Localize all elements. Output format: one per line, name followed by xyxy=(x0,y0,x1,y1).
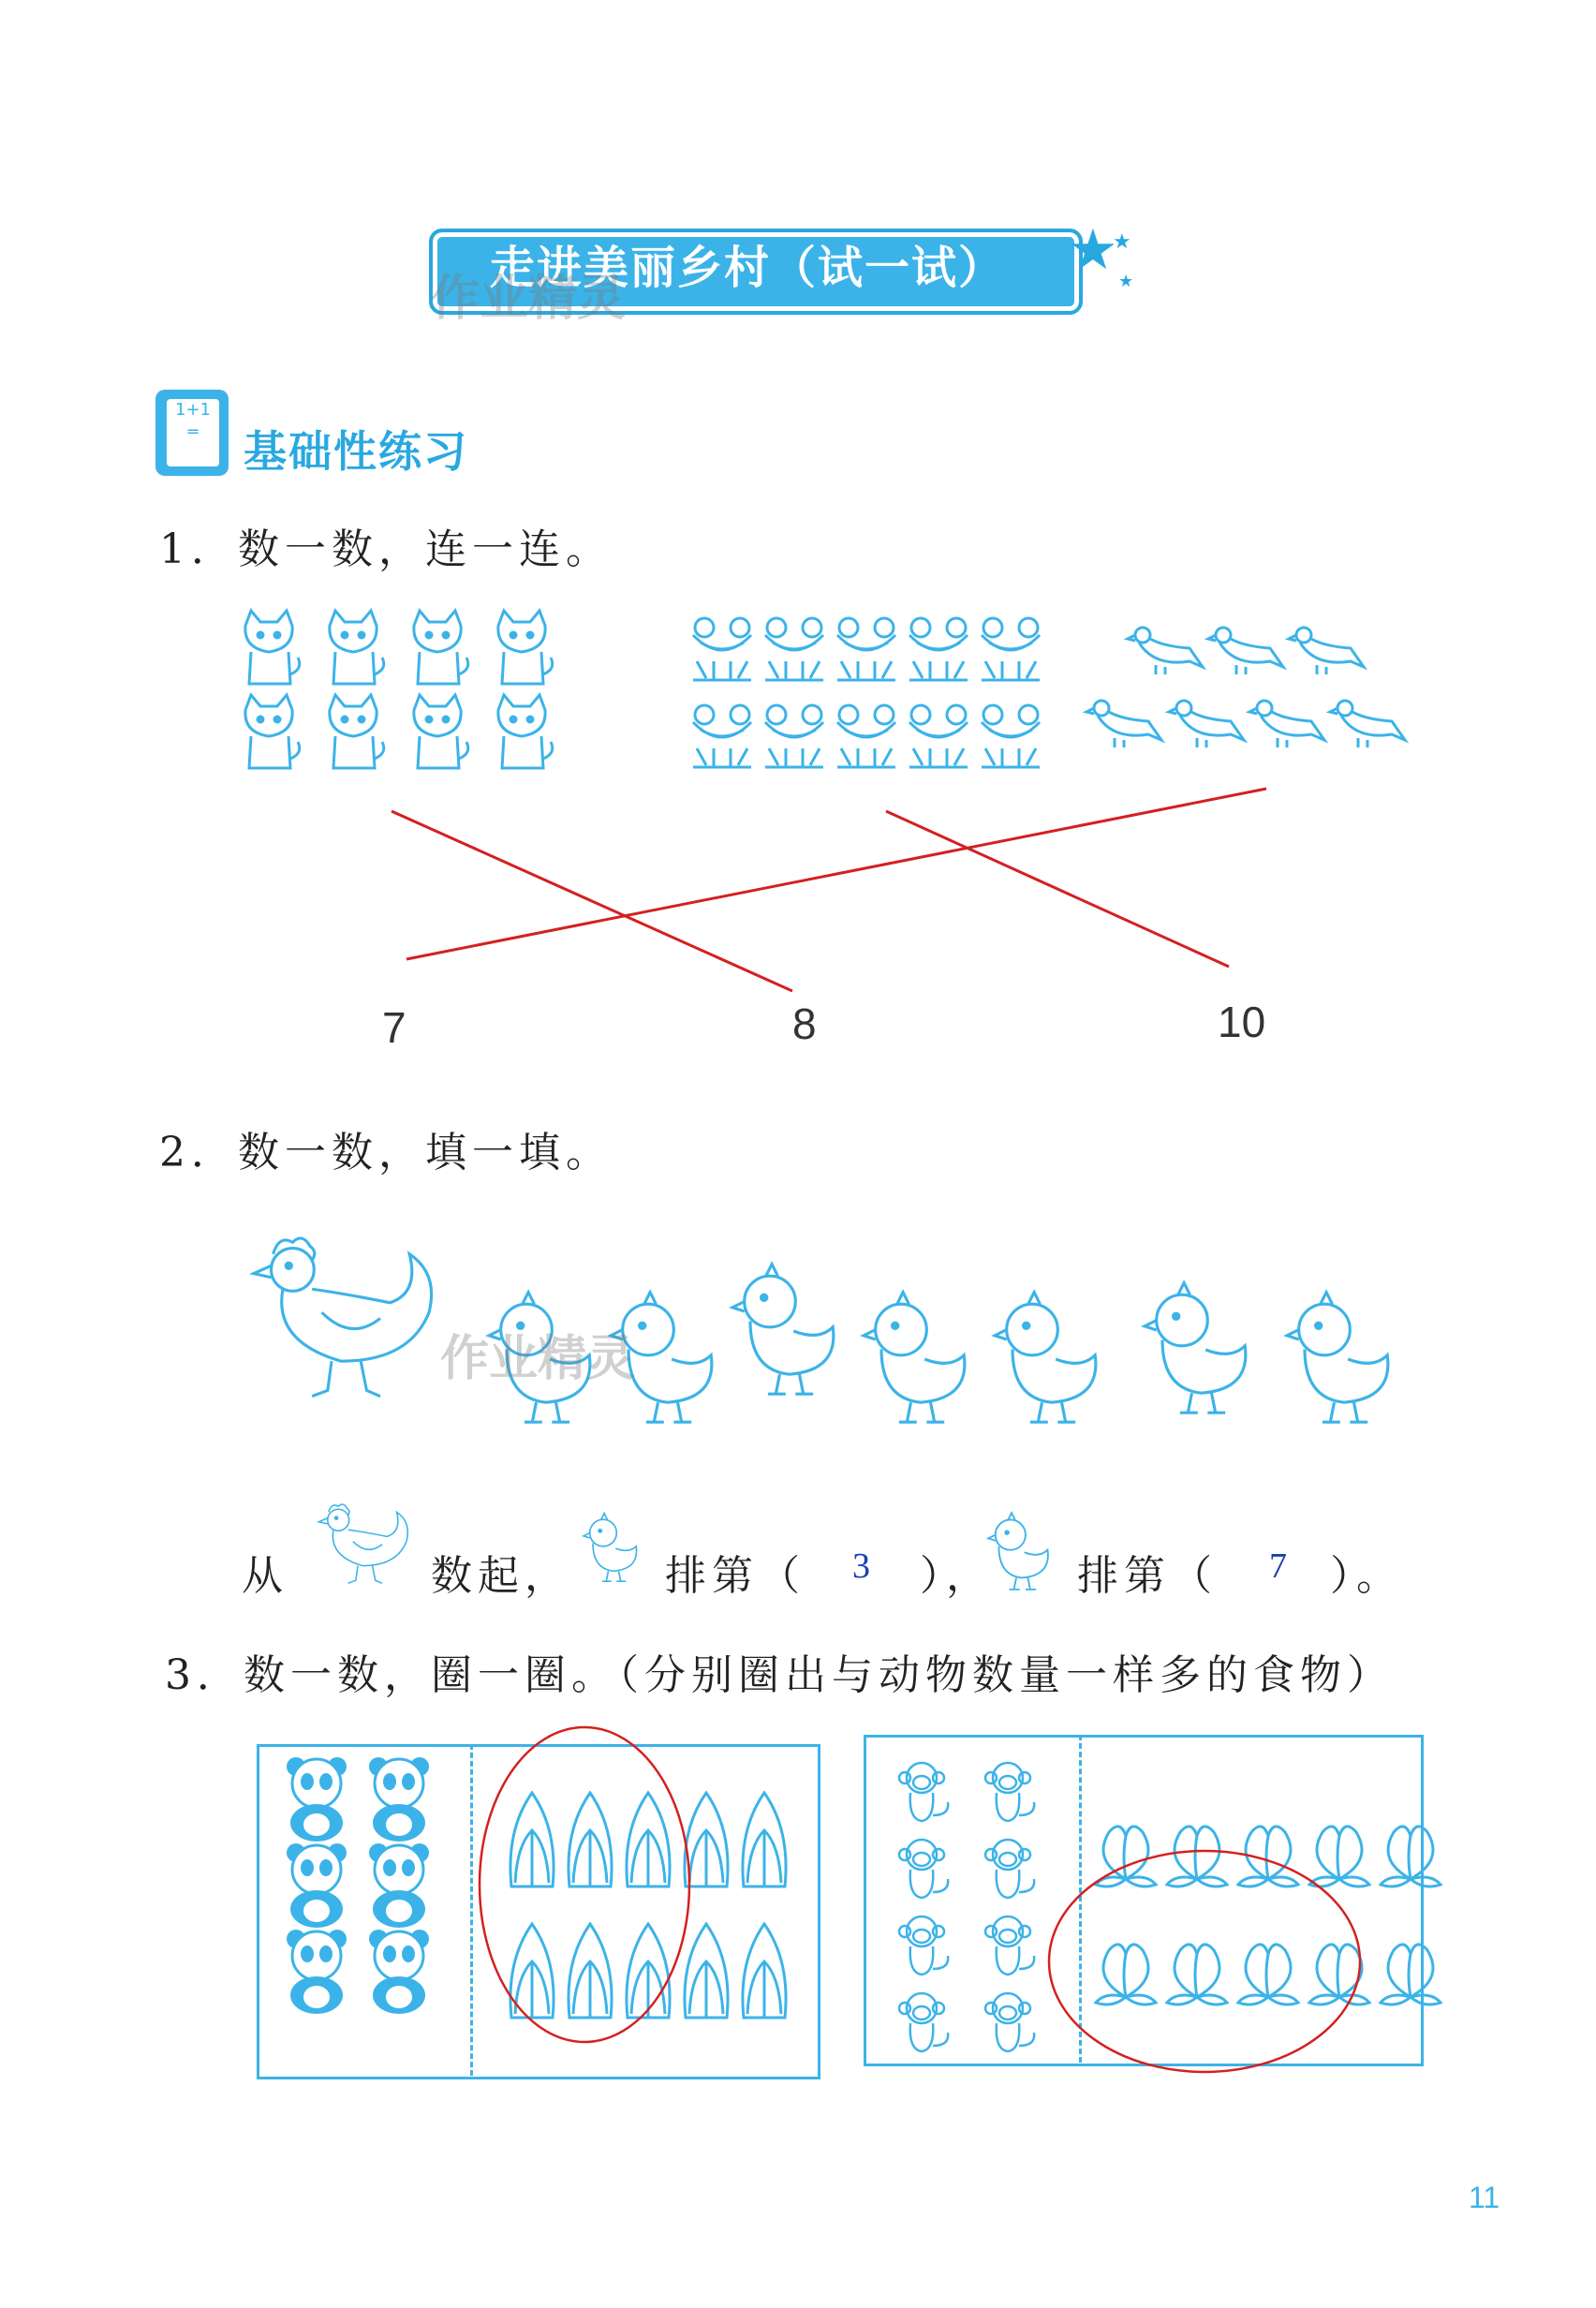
watermark-top: 作业精灵 xyxy=(431,271,627,327)
notebook-icon-label: 1+1 ═ xyxy=(167,399,219,466)
q2-text-close-1: ）， xyxy=(920,1552,993,1600)
panda-group xyxy=(287,1757,429,2014)
peach-icon xyxy=(1096,1945,1156,2005)
watermark-middle: 作业精灵 xyxy=(440,1331,636,1387)
peach-icon xyxy=(1238,1827,1298,1886)
section-title: 基础性练习 xyxy=(244,426,468,477)
peach-icon xyxy=(1167,1827,1227,1886)
q2-answer-2[interactable]: 7 xyxy=(1269,1546,1287,1586)
question-2-prompt: 2．数一数，填一填。 xyxy=(159,1129,613,1176)
monkey-icon xyxy=(899,1916,948,1975)
q2-text-count-from: 数起， xyxy=(431,1552,571,1600)
monkey-icon xyxy=(899,1840,948,1898)
number-option-7: 7 xyxy=(382,1003,406,1052)
q2-answer-1[interactable]: 3 xyxy=(852,1546,870,1586)
bamboo-shoot-icon xyxy=(685,1793,728,1886)
q2-text-from: 从 xyxy=(242,1552,288,1600)
peach-icon xyxy=(1309,1827,1369,1886)
bamboo-shoot-icon xyxy=(510,1793,554,1886)
bamboo-shoot-icon xyxy=(569,1924,612,2018)
bamboo-shoot-group xyxy=(510,1793,786,2018)
q2-text-rank-2: 排第（ xyxy=(1077,1552,1218,1600)
bamboo-shoot-icon xyxy=(627,1924,670,2018)
bamboo-shoot-icon xyxy=(627,1793,670,1886)
monkey-icon xyxy=(899,1763,948,1821)
monkey-group xyxy=(899,1763,1034,2051)
monkey-icon xyxy=(985,1993,1034,2051)
banner-title: 走进美丽乡村（试一试） xyxy=(489,242,1005,294)
star-icon: ★ xyxy=(1068,217,1118,283)
bamboo-shoot-icon xyxy=(569,1793,612,1886)
panda-icon xyxy=(287,1757,347,1842)
monkey-icon xyxy=(985,1840,1034,1898)
bamboo-shoot-icon xyxy=(685,1924,728,2018)
panda-icon xyxy=(369,1930,429,2014)
panda-icon xyxy=(287,1843,347,1928)
question-1-prompt: 1．数一数，连一连。 xyxy=(159,525,613,573)
bamboo-shoot-icon xyxy=(743,1793,786,1886)
monkey-icon xyxy=(985,1916,1034,1975)
panda-icon xyxy=(369,1843,429,1928)
small-star-icon-2: ★ xyxy=(1118,272,1134,291)
panda-icon xyxy=(369,1757,429,1842)
monkey-icon xyxy=(899,1993,948,2051)
q2-text-rank-1: 排第（ xyxy=(665,1552,805,1600)
peach-icon xyxy=(1167,1945,1227,2005)
number-option-10: 10 xyxy=(1218,998,1266,1046)
number-option-8: 8 xyxy=(792,999,817,1048)
peach-group xyxy=(1096,1827,1441,2005)
bamboo-shoot-icon xyxy=(743,1924,786,2018)
q2-text-close-2: ）。 xyxy=(1330,1552,1403,1600)
page-number: 11 xyxy=(1469,2181,1500,2214)
panda-icon xyxy=(287,1930,347,2014)
question-3-prompt: 3．数一数，圈一圈。（分别圈出与动物数量一样多的食物） xyxy=(165,1651,1394,1699)
peach-icon xyxy=(1238,1945,1298,2005)
monkey-icon xyxy=(985,1763,1034,1821)
peach-icon xyxy=(1381,1827,1441,1886)
small-star-icon: ★ xyxy=(1113,230,1131,254)
peach-icon xyxy=(1381,1945,1441,2005)
